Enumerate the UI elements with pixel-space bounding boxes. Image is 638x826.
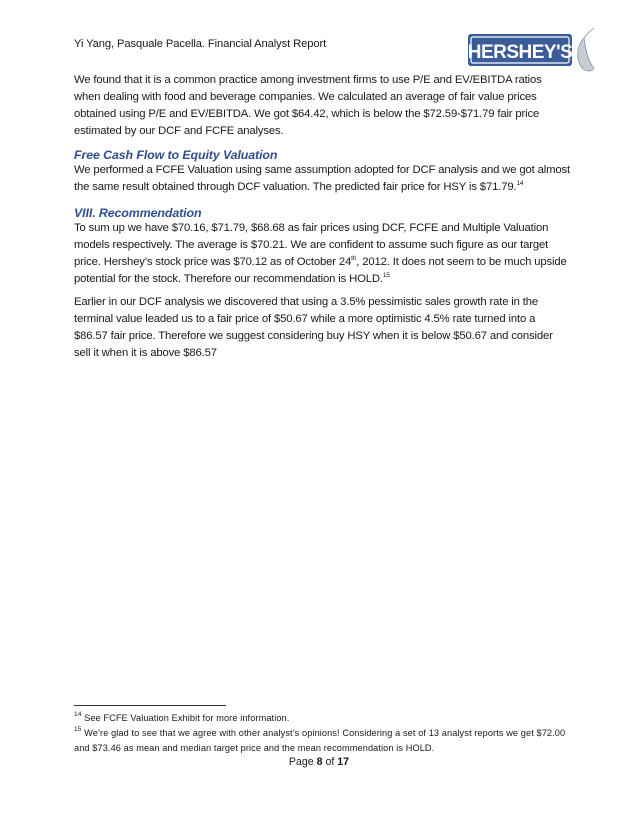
fcfe-text: We performed a FCFE Valuation using same assumption adopted for DCF analysis and we got almost the same result obtained through DCF valuation. The predicted fair price for HSY is $71.79. bbox=[74, 164, 570, 193]
footnote-number: 14 bbox=[74, 711, 82, 718]
footnote-number: 15 bbox=[74, 726, 82, 733]
total-pages: 17 bbox=[337, 756, 350, 768]
running-header: Yi Yang, Pasquale Pacella. Financial Analyst Report bbox=[74, 38, 327, 50]
current-page: 8 bbox=[316, 756, 323, 768]
footnote-ref-15: 15 bbox=[382, 272, 390, 279]
page-number bbox=[0, 756, 638, 768]
recommendation-text-1 bbox=[74, 220, 570, 288]
page-label: Page bbox=[288, 756, 314, 768]
recommendation-text-2: Earlier in our DCF analysis we discovered that using a 3.5% pessimistic sales growth rate in the terminal value leaded us to a fair price of $50.67 while a more optimistic 4.5% rate turned into a $86.57 fair price. Therefore we suggest considering buy HSY when it is below $50.67 and consider sell it when it is above $86.57 bbox=[74, 296, 553, 359]
kiss-icon bbox=[578, 38, 594, 71]
footnote-separator bbox=[74, 705, 226, 706]
intro-paragraph bbox=[74, 72, 570, 140]
footnote-ref-14: 14 bbox=[516, 180, 524, 187]
footnotes bbox=[74, 711, 574, 756]
ordinal-suffix: th bbox=[351, 255, 357, 262]
recommendation-paragraph-2 bbox=[74, 294, 570, 362]
footnote-15 bbox=[74, 726, 574, 756]
fcfe-heading: Free Cash Flow to Equity Valuation bbox=[74, 148, 278, 162]
recommendation-text-1a: To sum up we have $70.16, $71.79, $68.68 as fair prices using DCF, FCFE and Multiple Valuation models respectively. The average is $70.21. We are confident to assume such figure as our target price. Hershey’s stock price was $70.12 as of October 24 bbox=[74, 222, 549, 268]
fcfe-text-container bbox=[74, 162, 570, 196]
kiss-plume-icon bbox=[584, 28, 594, 38]
fcfe-paragraph bbox=[74, 162, 570, 196]
recommendation-text-1b: , 2012. It does not seem to be much upside potential for the stock. Therefore our recommendation is HOLD. bbox=[74, 256, 567, 285]
recommendation-heading: VIII. Recommendation bbox=[74, 206, 202, 220]
footnote-14 bbox=[74, 711, 574, 726]
recommendation-paragraph-1 bbox=[74, 220, 570, 288]
intro-text: We found that it is a common practice among investment firms to use P/E and EV/EBITDA ratios when dealing with food and beverage companies. We calculated an average of fair value prices obtained using P/E and EV/EBITDA. We got $64.42, which is below the $72.59-$71.79 fair price estimated by our DCF and FCFE analyses. bbox=[74, 74, 542, 137]
of-label: of bbox=[325, 756, 335, 768]
footnote-text: We’re glad to see that we agree with other analyst’s opinions! Considering a set of 13 analyst reports we get $72.00 and $73.46 as mean and median target price and the mean recommendation is HOLD. bbox=[74, 728, 566, 753]
hersheys-logo bbox=[466, 24, 596, 78]
footnote-text: See FCFE Valuation Exhibit for more information. bbox=[84, 713, 290, 723]
logo-wordmark: HERSHEY'S bbox=[467, 42, 573, 63]
